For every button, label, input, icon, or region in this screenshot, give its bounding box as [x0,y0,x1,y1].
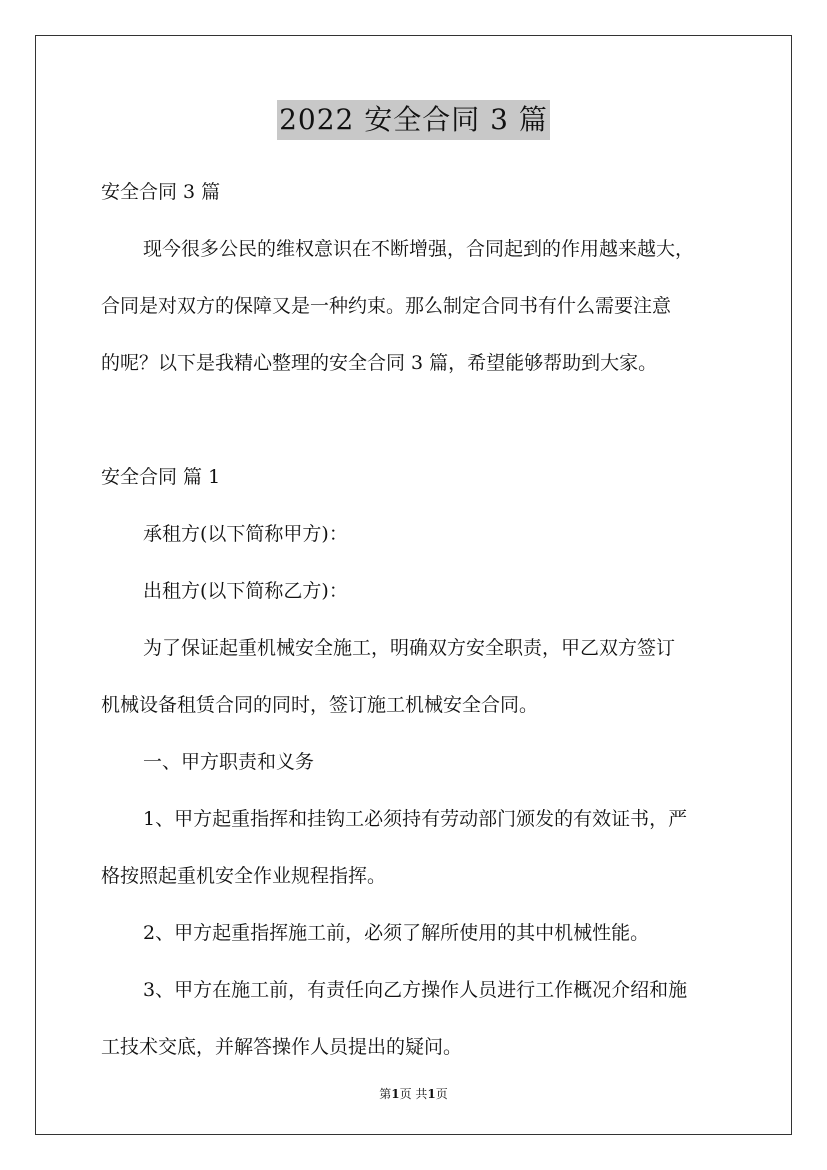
blank-line [101,392,741,449]
intro-line-3: 的呢？以下是我精心整理的安全合同 3 篇，希望能够帮助到大家。 [101,352,658,374]
footer-prefix: 第 [379,1087,392,1101]
footer-middle: 页 共 [399,1087,428,1101]
document-body [101,164,741,1076]
intro-line-2: 合同是对双方的保障又是一种约束。那么制定合同书有什么需要注意 [101,295,672,317]
subtitle: 安全合同 3 篇 [101,181,221,203]
clause-heading: 一、甲方职责和义务 [143,751,315,773]
item3-line-2: 工技术交底，并解答操作人员提出的疑问。 [101,1036,463,1058]
item1-line-2: 格按照起重机安全作业规程指挥。 [101,865,387,887]
footer-total-pages: 1 [427,1087,436,1101]
party-a: 承租方(以下简称甲方)： [143,523,348,545]
title-wrap [0,100,827,140]
page-footer [0,1085,827,1102]
item2: 2、甲方起重指挥施工前，必须了解所使用的其中机械性能。 [143,922,650,944]
section-heading: 安全合同 篇 1 [101,466,221,488]
footer-suffix: 页 [435,1087,448,1101]
item3-line-1: 3、甲方在施工前，有责任向乙方操作人员进行工作概况介绍和施 [143,979,688,1001]
document-title: 2022 安全合同 3 篇 [277,100,550,140]
purpose-line-2: 机械设备租赁合同的同时，签订施工机械安全合同。 [101,694,539,716]
party-b: 出租方(以下简称乙方)： [143,580,348,602]
intro-line-1: 现今很多公民的维权意识在不断增强，合同起到的作用越来越大， [143,238,695,260]
footer-page-number: 1 [391,1087,400,1101]
purpose-line-1: 为了保证起重机械安全施工，明确双方安全职责，甲乙双方签订 [143,637,676,659]
item1-line-1: 1、甲方起重指挥和挂钩工必须持有劳动部门颁发的有效证书，严 [143,808,688,830]
